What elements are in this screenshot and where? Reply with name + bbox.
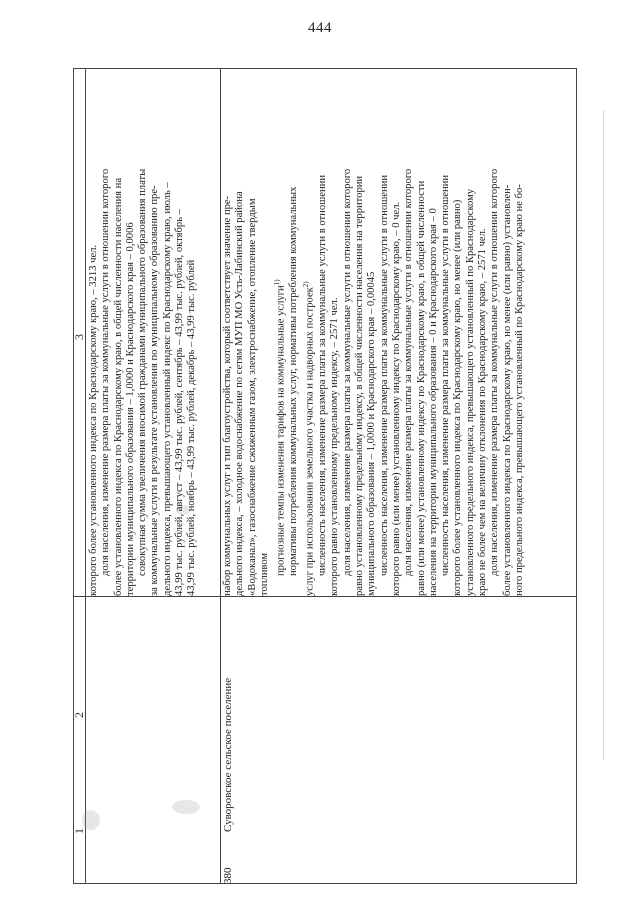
text-line: более установленного индекса по Краснодарскому краю, но менее (или равно) установлен- (501, 184, 513, 596)
text-line: краю не более чем на величину отклонения по Краснодарскому краю, – 2571 чел. (477, 228, 488, 596)
text-fragment: прогнозные темпы изменения тарифов на коммунальные услуги (275, 285, 287, 576)
text-line: численность населения, изменение размера платы за коммунальные услуги в отношении (440, 174, 452, 576)
settlement-name: Суворовское сельское поселение (222, 677, 234, 832)
footnote-mark: 1) (273, 279, 282, 286)
text-line: населения на территории муниципального образования – 0 и Краснодарского края – 0 (427, 208, 439, 596)
scan-edge-line (603, 110, 604, 760)
header-col-3: 3 (72, 334, 86, 340)
row-number: 380 (222, 867, 234, 884)
continuation-text (88, 76, 199, 596)
column-divider-1 (85, 68, 86, 884)
column-divider-2 (220, 68, 221, 884)
scan-smudge (82, 810, 100, 830)
row-divider (73, 596, 577, 597)
text-line (300, 76, 317, 596)
text-line: ного предельного индекса, превышающего установленный по Краснодарскому краю не бо- (513, 184, 525, 596)
text-line: которого равно (или менее) установленному индексу по Краснодарскому краю, – 0 чел. (390, 201, 402, 596)
text-line: численность населения, изменение размера платы за коммунальные услуги в отношении (317, 174, 329, 576)
text-line: доля населения, изменение размера платы за коммунальные услуги в отношении которого (100, 168, 112, 576)
text-line: 43,99 тыс. рублей, ноябрь – 43,99 тыс. рублей, декабрь – 43,99 тыс. рублей (186, 259, 198, 596)
text-line: муниципального образования – 1,0000 и Краснодарского края – 0,00045 (366, 271, 378, 596)
text-line: территории муниципального образования – 1,0000 и Краснодарского края – 0,0006 (124, 222, 136, 596)
text-line: топливом (258, 552, 270, 596)
text-line: численность населения, изменение размера платы за коммунальные услуги в отношении (378, 174, 390, 576)
text-line: 43,99 тыс. рублей, август – 43,99 тыс. рублей, сентябрь – 43,99 тыс. рублей, октябрь – (174, 209, 186, 596)
row-380-text (222, 76, 526, 596)
text-line: доля населения, изменение размера платы за коммунальные услуги в отношении которого (403, 168, 415, 576)
text-line: за коммунальные услуги в результате установления по муниципальному образованию пре- (149, 185, 161, 596)
header-col-1: 1 (72, 828, 86, 834)
text-line (271, 76, 288, 596)
text-line: которого более установленного индекса по Краснодарскому краю, – 3213 чел. (88, 244, 99, 596)
text-fragment: услуг при использовании земельного участка и надворных построек (304, 287, 316, 596)
text-line: совокупная сумма увеличения вносимой гражданами муниципального образования платы (137, 168, 149, 576)
page-number: 444 (308, 20, 332, 36)
header-col-2: 2 (72, 712, 86, 718)
text-line: доля населения, изменение размера платы за коммунальные услуги в отношении которого (489, 168, 501, 576)
text-line: равно (или менее) установленному индексу по Краснодарскому краю, в общей численности (415, 180, 427, 596)
text-line: которого более установленного индекса по Краснодарскому краю, но менее (или равно) (452, 199, 464, 596)
text-line: набор коммунальных услуг и тип благоустройства, который соответствует значение пре- (222, 195, 233, 596)
text-line: «Водоканал», газоснабжение сжиженным газом, электроснабжение, отопление твердым (246, 198, 258, 596)
text-line: дельного индекса, превышающего установленный индекс по Краснодарскому краю, июль – (161, 182, 173, 596)
footnote-mark: 2) (302, 281, 311, 288)
text-line: дельного индекса, – холодное водоснабжение по сетям МУП МО Усть-Лабинский района (234, 191, 246, 596)
text-line: которого равно установленному предельному индексу, – 2571 чел. (329, 297, 341, 596)
text-line: более установленного индекса по Краснодарскому краю, в общей численности населения на (112, 177, 124, 596)
text-line: нормативы потребления коммунальных услуг, нормативы потребления коммунальных (288, 186, 300, 576)
text-line: установленного предельного индекса, превышающего установленный по Краснодарскому (464, 188, 476, 596)
text-line: доля населения, изменение размера платы за коммунальные услуги в отношении которого (341, 168, 353, 576)
text-line: равно установленному предельному индексу, в общей численности населения на территории (354, 175, 366, 596)
scan-smudge (172, 800, 200, 814)
